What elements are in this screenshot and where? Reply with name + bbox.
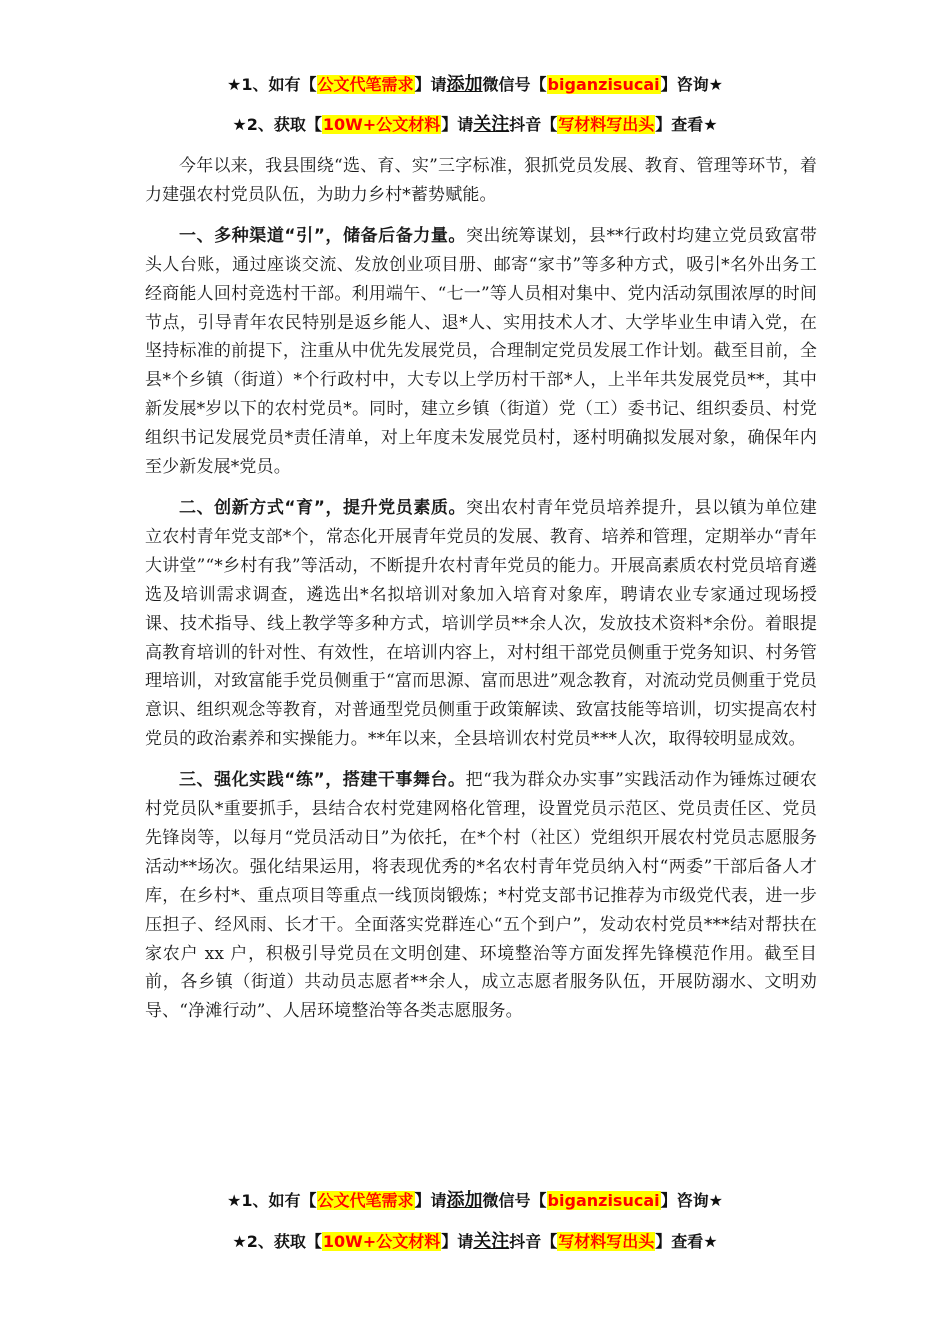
section-body-2: 突出农村青年党员培养提升，县以镇为单位建立农村青年党支部*个，常态化开展青年党员的发展、教育、培养和管理，定期举办“青年大讲堂”“*乡村有我”等活动，不断提升农村青年党员的能力。开展高素质农村党员培育遴选及培训需求调查，遴选出*名拟培训对象加入培育对象库，聘请农业专家通过现场授课、技术指导、线上教学等多种方式，培训学员**余人次，发放技术资料*余份。着眼提高教育培训的针对性、有效性，在培训内容上，对村组干部党员侧重于党务知识、村务管理培训，对致富能手党员侧重于“富而思源、富而思进”观念教育，对流动党员侧重于党员意识、组织观念等教育，对普通型党员侧重于政策解读、致富技能等培训，切实提高农村党员的政治素养和实操能力。**年以来，全县培训农村党员***人次，取得较明显成效。 (145, 497, 817, 750)
emphasis-follow: 关注 (473, 1231, 510, 1252)
section-body-3: 把“我为群众办实事”实践活动作为锤炼过硬农村党员队*重要抓手，县结合农村党建网格化管理，设置党员示范区、党员责任区、党员先锋岗等，以每月“党员活动日”为依托，在*个村（社区）党组织开展农村党员志愿服务活动**场次。强化结果运用，将表现优秀的*名农村青年党员纳入村“两委”干部后备人才库，在乡村*、重点项目等重点一线顶岗锻炼；*村党支部书记推荐为市级党代表，进一步压担子、经风雨、长才干。全面落实党群连心“五个到户”，发动农村党员***结对帮扶在家农户 xx 户，积极引导党员在文明创建、环境整治等方面发挥先锋模范作用。截至目前，各乡镇（街道）共动员志愿者**余人，成立志愿者服务队伍，开展防溺水、文明劝导、“净滩行动”、人居环境整治等各类志愿服务。 (145, 770, 817, 1022)
section-heading-3: 三、强化实践“练”，搭建干事舞台。 (179, 770, 466, 791)
highlight-materials: 10W+公文材料 (322, 1232, 441, 1251)
banner-text: 】查看★ (655, 1232, 718, 1251)
highlight-douyin-id: 写材料写出头 (558, 1232, 655, 1251)
section-paragraph-2 (145, 494, 817, 754)
banner-text: 】请 (441, 115, 474, 134)
banner-text: 】咨询★ (660, 1191, 723, 1210)
banner-text: ★2、获取【 (232, 115, 322, 134)
top-banner-line-2 (0, 110, 950, 136)
emphasis-add: 添加 (446, 1190, 483, 1211)
banner-text: 】查看★ (655, 115, 718, 134)
section-paragraph-3 (145, 766, 817, 1026)
top-banner-line-1 (0, 70, 950, 96)
banner-text: 抖音【 (509, 1232, 558, 1251)
banner-text: 微信号【 (482, 75, 547, 94)
bottom-banner-line-2 (0, 1227, 950, 1253)
highlight-service: 公文代笔需求 (317, 75, 414, 94)
intro-paragraph: 今年以来，我县围绕“选、育、实”三字标准，狠抓党员发展、教育、管理等环节，着力建强农村党员队伍，为助力乡村*蓄势赋能。 (145, 156, 817, 205)
bottom-banner-line-1 (0, 1186, 950, 1212)
banner-text: ★1、如有【 (227, 75, 317, 94)
section-paragraph-1 (145, 222, 817, 482)
document-body (145, 152, 817, 1038)
highlight-wechat-id: biganzisucai (547, 75, 660, 94)
banner-text: 】咨询★ (660, 75, 723, 94)
highlight-wechat-id: biganzisucai (547, 1191, 660, 1210)
banner-text: 】请 (441, 1232, 474, 1251)
highlight-materials: 10W+公文材料 (322, 115, 441, 134)
emphasis-follow: 关注 (473, 114, 510, 135)
banner-text: 抖音【 (509, 115, 558, 134)
highlight-service: 公文代笔需求 (317, 1191, 414, 1210)
banner-text: 微信号【 (482, 1191, 547, 1210)
banner-text: ★2、获取【 (232, 1232, 322, 1251)
emphasis-add: 添加 (446, 74, 483, 95)
banner-text: 】请 (414, 75, 447, 94)
section-body-1: 突出统筹谋划，县**行政村均建立党员致富带头人台账，通过座谈交流、发放创业项目册、邮寄“家书”等多种方式，吸引*名外出务工经商能人回村竞选村干部。利用端午、“七一”等人员相对集中、党内活动氛围浓厚的时间节点，引导青年农民特别是返乡能人、退*人、实用技术人才、大学毕业生申请入党，在坚持标准的前提下，注重从中优先发展党员，合理制定党员发展工作计划。截至目前，全县*个乡镇（街道）*个行政村中，大专以上学历村干部*人，上半年共发展党员**，其中新发展*岁以下的农村党员*。同时，建立乡镇（街道）党（工）委书记、组织委员、村党组织书记发展党员*责任清单，对上年度未发展党员村，逐村明确拟发展对象，确保年内至少新发展*党员。 (145, 225, 817, 478)
highlight-douyin-id: 写材料写出头 (558, 115, 655, 134)
section-heading-2: 二、创新方式“育”，提升党员素质。 (179, 497, 467, 518)
banner-text: 】请 (414, 1191, 447, 1210)
section-heading-1: 一、多种渠道“引”，储备后备力量。 (179, 225, 466, 246)
banner-text: ★1、如有【 (227, 1191, 317, 1210)
